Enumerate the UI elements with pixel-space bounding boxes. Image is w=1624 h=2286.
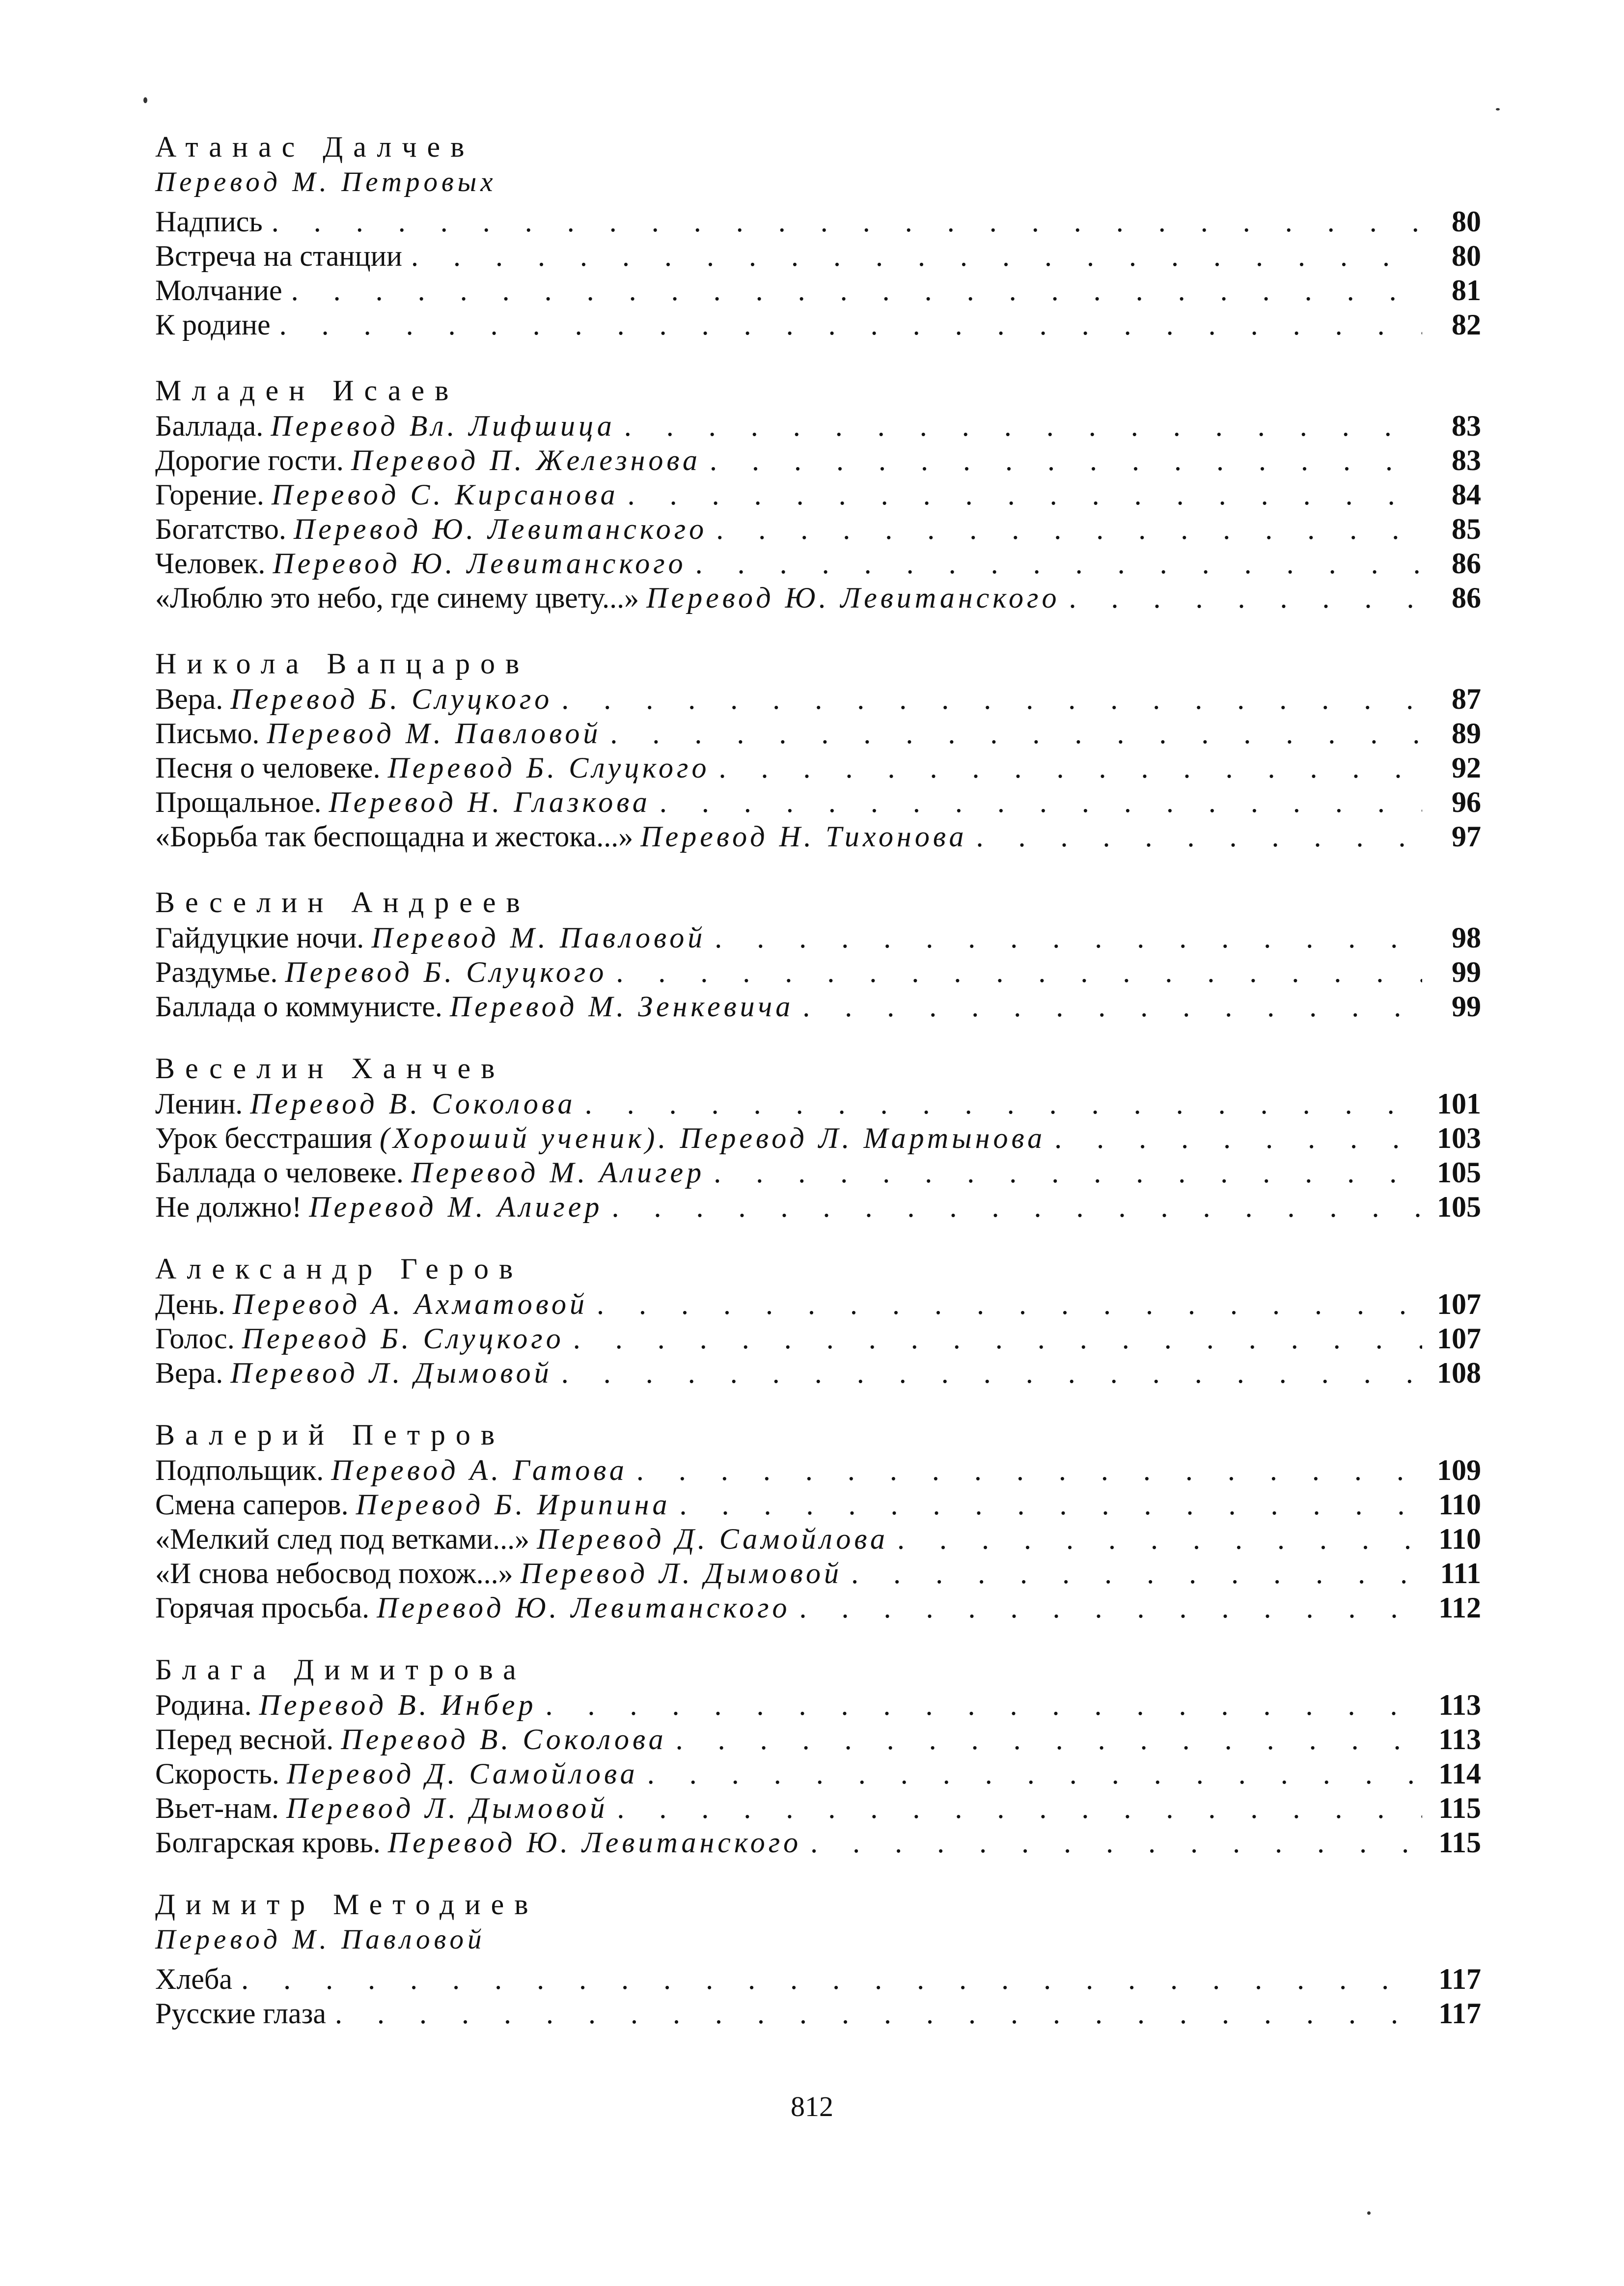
poem-title: «И снова небосвод похож...» (155, 1557, 521, 1589)
entry-title (155, 477, 619, 512)
page-ref: 115 (1438, 1826, 1481, 1859)
translation-credit: Перевод Ю. Левитанского (273, 547, 687, 580)
entry-title (155, 1287, 588, 1321)
poem-title: Перед весной. (155, 1723, 341, 1756)
poem-title: Дорогие гости. (155, 444, 351, 476)
entry-title (155, 239, 402, 273)
dot-leader (687, 546, 1422, 581)
poem-title: Гайдуцкие ночи. (155, 921, 372, 954)
entry-title (155, 819, 967, 854)
dot-leader (263, 204, 1422, 239)
entry-title (155, 1190, 603, 1224)
dot-leader (537, 1688, 1423, 1722)
poem-title: Прощальное. (155, 786, 329, 818)
entry-title (155, 204, 263, 239)
entry-title (155, 955, 607, 989)
author-heading: Атанас Далчев (155, 131, 475, 163)
toc-entry[interactable] (155, 682, 1481, 716)
page-ref: 112 (1438, 1591, 1481, 1624)
dot-leader (651, 785, 1422, 819)
dot-leader (707, 512, 1422, 546)
translation-credit: Перевод Л. Дымовой (286, 1792, 608, 1824)
toc-entry[interactable] (155, 920, 1481, 955)
page-ref: 110 (1438, 1488, 1481, 1521)
toc-entry[interactable] (155, 307, 1481, 342)
dot-leader (790, 1590, 1422, 1625)
entry-title (155, 409, 615, 443)
toc-entry[interactable] (155, 409, 1481, 443)
dot-leader (671, 1487, 1422, 1522)
poem-title: Подпольщик. (155, 1454, 331, 1486)
entry-title (155, 1121, 1046, 1155)
entry-title (155, 785, 651, 819)
page-ref: 80 (1452, 240, 1481, 272)
poem-title: Богатство. (155, 513, 294, 545)
page-ref: 117 (1438, 1963, 1481, 1995)
dot-leader (564, 1321, 1422, 1356)
translation-credit: Перевод М. Алигер (411, 1156, 705, 1189)
page-ref: 81 (1452, 274, 1481, 307)
page-ref: 80 (1452, 205, 1481, 238)
scan-speck (143, 97, 147, 103)
translation-credit: Перевод М. Павловой (267, 717, 602, 750)
poem-title: Хлеба (155, 1963, 233, 1995)
dot-leader (888, 1522, 1422, 1556)
poem-title: Встреча на станции (155, 240, 402, 272)
poem-title: К родине (155, 308, 271, 341)
toc-entry[interactable] (155, 204, 1481, 239)
dot-leader (601, 716, 1422, 751)
translation-credit: Перевод Д. Самойлова (537, 1523, 888, 1555)
dot-leader (615, 409, 1422, 443)
page-ref: 86 (1452, 547, 1481, 580)
entry-title (155, 989, 794, 1024)
dot-leader (705, 1155, 1422, 1190)
toc-entry[interactable] (155, 1522, 1481, 1556)
author-heading: Блага Димитрова (155, 1653, 526, 1686)
table-of-contents (155, 129, 1481, 2031)
translation-credit: Перевод Б. Слуцкого (242, 1322, 564, 1355)
entry-title (155, 1791, 608, 1825)
page-ref: 105 (1437, 1156, 1481, 1189)
entry-title (155, 1962, 232, 1996)
page-ref: 111 (1440, 1557, 1481, 1589)
page-number: 812 (791, 2091, 833, 2122)
poem-title: Молчание (155, 274, 282, 307)
poem-title: Скорость. (155, 1757, 287, 1790)
toc-entry[interactable] (155, 751, 1481, 785)
entry-title (155, 1722, 667, 1756)
page-ref: 108 (1437, 1357, 1481, 1389)
scan-speck (1367, 2211, 1371, 2215)
page-ref: 85 (1452, 513, 1481, 545)
page-ref: 92 (1452, 752, 1481, 784)
translation-credit: Перевод С. Кирсанова (271, 478, 619, 511)
poem-title: Родина. (155, 1689, 259, 1721)
toc-entry[interactable] (155, 1087, 1481, 1121)
dot-leader (608, 1791, 1422, 1825)
page-ref: 99 (1452, 956, 1481, 988)
page-ref: 98 (1452, 921, 1481, 954)
toc-entry[interactable] (155, 512, 1481, 546)
poem-title: Письмо. (155, 717, 267, 750)
toc-entry[interactable] (155, 1556, 1481, 1590)
entry-title (155, 1087, 576, 1121)
entry-title (155, 1556, 842, 1590)
translation-credit: Перевод Б. Слуцкого (285, 956, 607, 988)
poem-title: Баллада о человеке. (155, 1156, 411, 1189)
translation-credit: Перевод В. Инбер (259, 1689, 537, 1721)
toc-entry[interactable] (155, 239, 1481, 273)
dot-leader (619, 477, 1422, 512)
dot-leader (326, 1996, 1422, 2031)
poem-title: Баллада о коммунисте. (155, 990, 450, 1023)
toc-entry[interactable] (155, 1962, 1481, 1996)
entry-title (155, 1453, 628, 1487)
entry-title (155, 1487, 671, 1522)
page-ref: 83 (1452, 410, 1481, 442)
author-heading: Младен Исаев (155, 374, 459, 407)
toc-entry[interactable] (155, 546, 1481, 581)
toc-entry[interactable] (155, 1121, 1481, 1155)
poem-title: Голос. (155, 1322, 242, 1355)
entry-title (155, 1825, 801, 1860)
poem-title: Человек. (155, 547, 273, 580)
dot-leader (552, 682, 1422, 716)
translator-line: Перевод М. Петровых (155, 167, 497, 197)
poem-title: Горение. (155, 478, 272, 511)
entry-title (155, 307, 271, 342)
poem-title: Горячая просьба. (155, 1591, 377, 1624)
dot-leader (1046, 1121, 1422, 1155)
toc-entry[interactable] (155, 1722, 1481, 1756)
page-ref: 114 (1438, 1757, 1481, 1790)
poem-title: Вьет-нам. (155, 1792, 286, 1824)
entry-title (155, 512, 707, 546)
author-heading: Веселин Ханчев (155, 1052, 505, 1085)
toc-entry[interactable] (155, 819, 1481, 854)
translation-credit: Перевод Л. Дымовой (230, 1357, 552, 1389)
dot-leader (607, 955, 1422, 989)
dot-leader (271, 307, 1422, 342)
toc-entry[interactable] (155, 581, 1481, 615)
toc-entry[interactable] (155, 1287, 1481, 1321)
poem-title: Смена саперов. (155, 1488, 356, 1521)
poem-title: Надпись (155, 205, 263, 238)
scan-speck (1496, 108, 1500, 111)
dot-leader (710, 751, 1422, 785)
page-ref: 84 (1452, 478, 1481, 511)
dot-leader (706, 920, 1422, 955)
entry-title (155, 1590, 790, 1625)
toc-entry[interactable] (155, 477, 1481, 512)
page-ref: 105 (1437, 1191, 1481, 1223)
translation-credit: Перевод Ю. Левитанского (377, 1591, 791, 1624)
poem-title: Вера. (155, 683, 231, 715)
dot-leader (232, 1962, 1422, 1996)
poem-title: Раздумье. (155, 956, 285, 988)
page-ref: 109 (1437, 1454, 1481, 1486)
entry-title (155, 443, 701, 477)
page-ref: 83 (1452, 444, 1481, 476)
dot-leader (628, 1453, 1422, 1487)
toc-entry[interactable] (155, 1190, 1481, 1224)
dot-leader (1060, 581, 1422, 615)
translation-credit: Перевод Ю. Левитанского (293, 513, 708, 545)
poem-title: Ленин. (155, 1087, 250, 1120)
dot-leader (801, 1825, 1422, 1860)
translation-credit: Перевод М. Алигер (309, 1191, 603, 1223)
dot-leader (638, 1756, 1422, 1791)
translation-credit: Перевод Д. Самойлова (286, 1757, 638, 1790)
page-ref: 113 (1438, 1689, 1481, 1721)
toc-entry[interactable] (155, 1791, 1481, 1825)
translation-credit: Перевод А. Гатова (331, 1454, 628, 1486)
dot-leader (282, 273, 1422, 307)
toc-entry[interactable] (155, 785, 1481, 819)
poem-title: Вера. (155, 1357, 231, 1389)
translation-credit: Перевод М. Павловой (371, 921, 706, 954)
translation-credit: Перевод Б. Слуцкого (230, 683, 553, 715)
page-ref: 99 (1452, 990, 1481, 1023)
translation-credit: Перевод Н. Тихонова (640, 820, 967, 853)
author-heading: Никола Вапцаров (155, 647, 530, 680)
translation-credit: (Хороший ученик). Перевод Л. Мартынова (379, 1122, 1046, 1154)
translation-credit: Перевод Ю. Левитанского (646, 582, 1060, 614)
entry-title (155, 1321, 564, 1356)
entry-title (155, 682, 552, 716)
toc-entry[interactable] (155, 1996, 1481, 2031)
entry-title (155, 1996, 326, 2031)
translation-credit: Перевод В. Соколова (250, 1087, 576, 1120)
entry-title (155, 546, 687, 581)
poem-title: «Мелкий след под ветками...» (155, 1523, 537, 1555)
dot-leader (603, 1190, 1422, 1224)
toc-entry[interactable] (155, 716, 1481, 751)
entry-title (155, 716, 601, 751)
poem-title: Болгарская кровь. (155, 1826, 388, 1859)
toc-entry[interactable] (155, 1453, 1481, 1487)
entry-title (155, 1522, 888, 1556)
entry-title (155, 1356, 552, 1390)
page-ref: 107 (1437, 1322, 1481, 1355)
translation-credit: Перевод Вл. Лифшица (271, 410, 615, 442)
toc-entry[interactable] (155, 1487, 1481, 1522)
poem-title: Урок бесстрашия (155, 1122, 380, 1154)
poem-title: «Борьба так беспощадна и жестока...» (155, 820, 641, 853)
dot-leader (588, 1287, 1422, 1321)
toc-entry[interactable] (155, 1321, 1481, 1356)
page-ref: 101 (1437, 1087, 1481, 1120)
toc-entry[interactable] (155, 1590, 1481, 1625)
entry-title (155, 1756, 638, 1791)
dot-leader (701, 443, 1422, 477)
toc-entry[interactable] (155, 1825, 1481, 1860)
dot-leader (402, 239, 1422, 273)
toc-entry[interactable] (155, 1756, 1481, 1791)
toc-entry[interactable] (155, 1155, 1481, 1190)
translation-credit: Перевод В. Соколова (341, 1723, 667, 1756)
author-heading: Веселин Андреев (155, 886, 530, 919)
dot-leader (842, 1556, 1422, 1590)
translation-credit: Перевод П. Железнова (351, 444, 701, 476)
dot-leader (667, 1722, 1422, 1756)
translation-credit: Перевод Н. Глазкова (329, 786, 651, 818)
dot-leader (794, 989, 1422, 1024)
translation-credit: Перевод Ю. Левитанского (387, 1826, 802, 1859)
entry-title (155, 273, 282, 307)
poem-title: Русские глаза (155, 1997, 326, 2030)
dot-leader (967, 819, 1422, 854)
entry-title (155, 1155, 705, 1190)
translation-credit: Перевод А. Ахматовой (232, 1288, 588, 1320)
page-ref: 110 (1438, 1523, 1481, 1555)
page-ref: 107 (1437, 1288, 1481, 1320)
poem-title: «Люблю это небо, где синему цвету...» (155, 582, 647, 614)
entry-title (155, 751, 710, 785)
page-ref: 117 (1438, 1997, 1481, 2030)
toc-entry[interactable] (155, 1688, 1481, 1722)
page-ref: 89 (1452, 717, 1481, 750)
entry-title (155, 920, 706, 955)
translation-credit: Перевод Б. Слуцкого (387, 752, 710, 784)
page-ref: 86 (1452, 582, 1481, 614)
page-ref: 113 (1438, 1723, 1481, 1756)
author-heading: Димитр Методиев (155, 1888, 539, 1921)
poem-title: День. (155, 1288, 233, 1320)
toc-entry[interactable] (155, 273, 1481, 307)
dot-leader (552, 1356, 1422, 1390)
page-ref: 103 (1437, 1122, 1481, 1154)
page-ref: 82 (1452, 308, 1481, 341)
translation-credit: Перевод Л. Дымовой (520, 1557, 843, 1589)
author-heading: Валерий Петров (155, 1419, 505, 1451)
poem-title: Не должно! (155, 1191, 309, 1223)
page-ref: 87 (1452, 683, 1481, 715)
toc-entry[interactable] (155, 443, 1481, 477)
entry-title (155, 1688, 537, 1722)
author-heading: Александр Геров (155, 1253, 523, 1285)
translation-credit: Перевод Б. Ирипина (356, 1488, 671, 1521)
toc-entry[interactable] (155, 1356, 1481, 1390)
translation-credit: Перевод М. Зенкевича (449, 990, 794, 1023)
dot-leader (576, 1087, 1422, 1121)
poem-title: Баллада. (155, 410, 271, 442)
page-ref: 97 (1452, 820, 1481, 853)
poem-title: Песня о человеке. (155, 752, 388, 784)
toc-entry[interactable] (155, 955, 1481, 989)
translator-line: Перевод М. Павловой (155, 1924, 486, 1955)
page-ref: 96 (1452, 786, 1481, 818)
entry-title (155, 581, 1060, 615)
page-ref: 115 (1438, 1792, 1481, 1824)
toc-entry[interactable] (155, 989, 1481, 1024)
